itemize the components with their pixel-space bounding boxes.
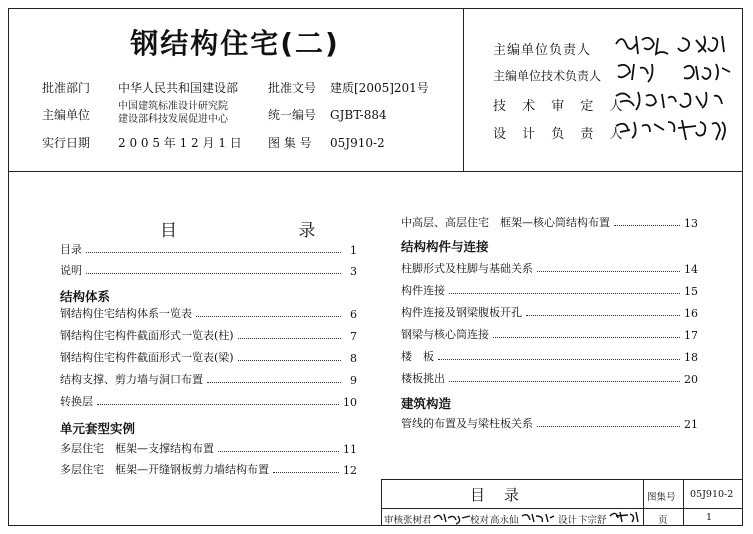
toc-item-label: 钢结构住宅构件截面形式一览表(梁) [60,351,234,364]
header-divider [8,171,743,172]
toc-item[interactable] [401,415,698,431]
toc-section-heading: 结构构件与连接 [401,239,489,254]
toc-item-page: 13 [684,217,698,230]
resp-label-tech-chief: 主编单位技术负责人 [493,69,602,83]
toc-item-label: 多层住宅 框架—开缝钢板剪力墙结构布置 [60,463,269,476]
reviewer-signature [432,509,472,528]
toc-item-label: 构件连接及钢梁腹板开孔 [401,306,522,319]
resp-label-tech-review: 技 术 审 定 人 [493,99,629,114]
toc-item-label: 多层住宅 框架—支撑结构布置 [60,442,214,455]
leader-dots [438,359,680,360]
signature-4 [612,114,737,148]
leader-dots [537,271,680,272]
toc-item-label: 说明 [60,264,82,277]
toc-item[interactable] [60,461,357,477]
toc-item-page: 15 [684,285,698,298]
toc-item-label: 转换层 [60,395,93,408]
toc-item-label: 钢结构住宅构件截面形式一览表(柱) [60,329,234,342]
toc-item[interactable] [401,214,698,230]
toc-item[interactable] [401,260,698,276]
leader-dots [449,381,680,382]
leader-dots [86,252,341,253]
toc-item-page: 21 [684,418,698,431]
leader-dots [207,382,341,383]
checker-signature [520,509,556,528]
toc-item-label: 目录 [60,243,82,256]
toc-item-page: 16 [684,307,698,320]
approval-doc-label: 批准文号 [268,81,317,95]
toc-item-page: 3 [350,265,357,278]
toc-item-label: 楼 板 [401,350,434,363]
leader-dots [238,360,341,361]
title-block-vline [683,479,684,526]
impl-date-label: 实行日期 [42,136,91,150]
resp-label-design-lead: 设 计 负 责 人 [493,127,629,142]
atlas-no-label: 图 集 号 [268,136,312,150]
unified-no-value: GJBT-884 [330,108,387,122]
toc-item[interactable] [60,440,357,456]
toc-item-label: 钢梁与核心筒连接 [401,328,489,341]
toc-item[interactable] [401,282,698,298]
toc-item[interactable] [60,349,357,365]
page-label: 页 [658,515,668,526]
toc-item-page: 1 [350,244,357,257]
toc-item[interactable] [60,327,357,343]
leader-dots [97,404,339,405]
toc-item-page: 20 [684,373,698,386]
checker-name: 高永仙 [490,515,519,526]
page-number: 1 [706,512,713,523]
toc-item-page: 12 [343,464,357,477]
editor-line2: 建设部科技发展促进中心 [118,114,228,125]
title-block-atlas-no: 05J910-2 [690,489,734,500]
header-vertical-divider [463,8,464,171]
toc-item[interactable] [60,241,357,257]
title-block-atlas-label: 图集号 [647,492,676,503]
toc-item-page: 14 [684,263,698,276]
toc-item-label: 结构支撑、剪力墙与洞口布置 [60,373,203,386]
toc-item-label: 管线的布置及与梁柱板关系 [401,417,533,430]
resp-label-chief-editor: 主编单位负责人 [493,43,592,58]
approver-label: 批准部门 [42,81,91,95]
toc-item[interactable] [60,371,357,387]
check-label: 校对 [470,515,490,526]
toc-item-label: 中高层、高层住宅 框架—核心筒结构布置 [401,216,610,229]
leader-dots [238,338,341,339]
unified-no-label: 统一编号 [268,108,317,122]
toc-heading: 目 录 [160,221,374,241]
toc-section-heading: 建筑构造 [401,396,452,411]
leader-dots [273,472,339,473]
atlas-title: 钢结构住宅(二) [130,27,340,60]
designer-name: 卞宗舒 [578,515,607,526]
toc-item[interactable] [401,304,698,320]
toc-item-page: 10 [343,396,357,409]
title-block-vline [643,479,644,526]
toc-item-page: 7 [350,330,357,343]
toc-item-page: 9 [350,374,357,387]
review-label: 审核 [384,515,404,526]
toc-item-page: 8 [350,352,357,365]
leader-dots [493,337,680,338]
leader-dots [86,273,341,274]
toc-item[interactable] [60,393,357,409]
editor-line1: 中国建筑标准设计研究院 [118,101,228,112]
toc-item-page: 18 [684,351,698,364]
toc-item-label: 楼板挑出 [401,372,445,385]
leader-dots [614,225,680,226]
approval-doc-value: 建质[2005]201号 [330,81,429,95]
design-label: 设计 [558,515,578,526]
toc-item-label: 构件连接 [401,284,445,297]
title-block-title: 目 录 [470,486,522,504]
editor-label: 主编单位 [42,108,91,122]
leader-dots [218,451,339,452]
leader-dots [526,315,680,316]
toc-item[interactable] [401,348,698,364]
leader-dots [449,293,680,294]
atlas-no-value: 05J910-2 [330,136,385,150]
toc-item-page: 11 [343,443,357,456]
reviewer-name: 张树君 [403,515,432,526]
toc-item-label: 柱脚形式及柱脚与基础关系 [401,262,533,275]
toc-item[interactable] [401,370,698,386]
toc-item[interactable] [60,305,357,321]
impl-date-value: 2 0 0 5 年 1 2 月 1 日 [118,136,242,150]
toc-item-page: 6 [350,308,357,321]
toc-item-page: 17 [684,329,698,342]
designer-signature [608,508,642,528]
toc-item[interactable] [401,326,698,342]
approver-value: 中华人民共和国建设部 [118,81,239,95]
leader-dots [196,316,341,317]
toc-section-heading: 结构体系 [60,289,111,304]
toc-section-heading: 单元套型实例 [60,421,136,436]
toc-item-label: 钢结构住宅结构体系一览表 [60,307,192,320]
toc-item[interactable] [60,262,357,278]
leader-dots [537,426,680,427]
